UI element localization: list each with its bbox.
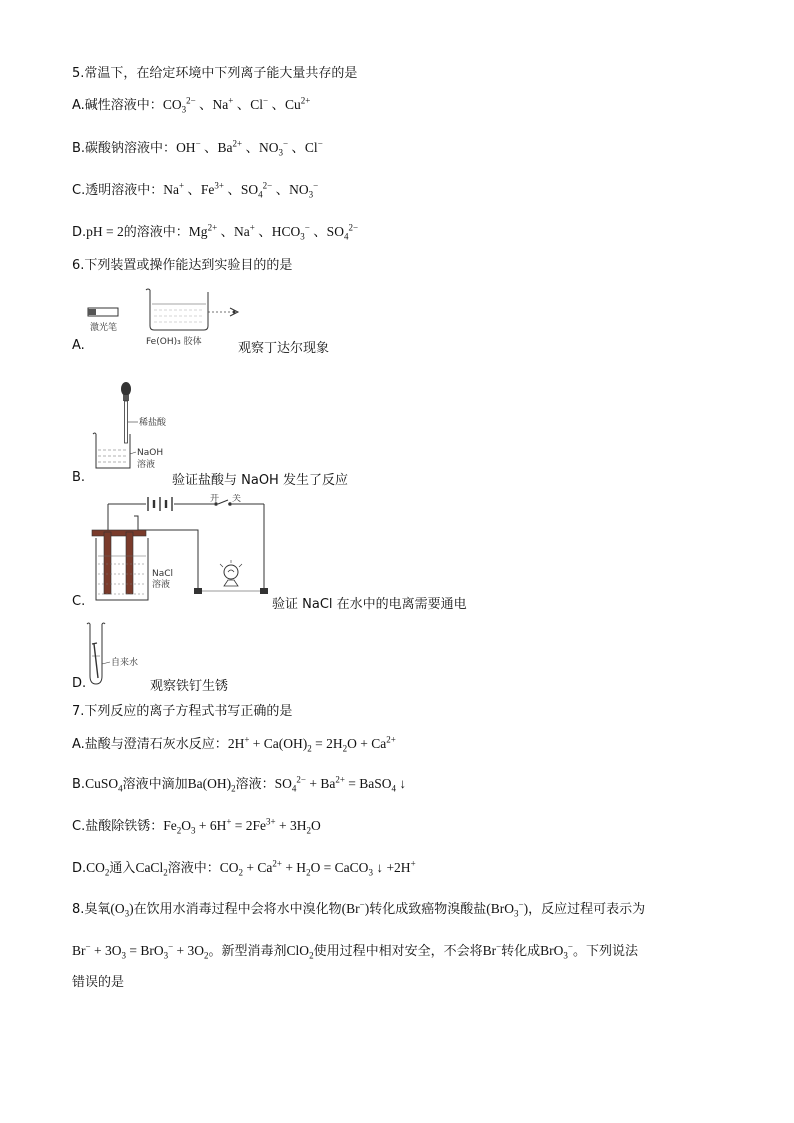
q8-line-1: 8.臭氧$(O_3)$在饮用水消毒过程中会将水中溴化物(Br−)转化成致癌物溴酸盐(BrO$_3$−)，反应过程可表示为	[72, 899, 646, 919]
q6-option-b-caption: 验证盐酸与 NaOH 发生了反应	[172, 473, 348, 488]
q6-option-a-caption: 观察丁达尔现象	[238, 341, 330, 356]
q7-option-b: B.CuSO$_4$溶液中滴加$Ba(OH)_2$溶液：$SO_4^{2-} + Ba^{2+}$ = BaSO$_4$ ↓	[72, 774, 407, 794]
acid-label: 稀盐酸	[139, 418, 167, 428]
figure-tyndall	[84, 286, 244, 348]
colloid-label: Fe(OH)₃ 胶体	[146, 337, 202, 347]
figure-rusting	[86, 620, 156, 686]
naoh-label: NaOH	[137, 448, 164, 458]
q6-option-b-letter: B.	[72, 470, 86, 485]
nacl-label-2: 溶液	[152, 580, 171, 590]
q6-option-a-letter: A.	[72, 338, 85, 353]
switch-label-2: 关	[232, 494, 242, 504]
naoh-label-2: 溶液	[137, 460, 156, 470]
q6-option-c-letter: C.	[72, 594, 86, 609]
q6-option-d-letter: D.	[72, 676, 87, 691]
q7-option-d: $D.CO_2$通入CaCl$_2$溶液中：$CO_2 + Ca^{2+} + H_2O$ = CaCO$_3$ ↓ +2H+	[72, 858, 416, 878]
q7-option-c: C.盐酸除铁锈：$Fe_2O_3 + 6H^+ = 2Fe^{3+} + 3H_2O$	[72, 816, 321, 836]
q5-option-d: D.pH = 2的溶液中：$Mg^{2+}$ 、Na+ 、$HCO_3^-$ 、$SO_4^{2-}$	[72, 222, 359, 242]
q6-option-c-caption: 验证 NaCl 在水中的电离需要通电	[272, 597, 467, 612]
q5-option-b: B.碳酸钠溶液中：OH− 、$Ba^{2+}$ 、$NO_3^-$ 、Cl−	[72, 138, 323, 158]
nacl-label: NaCl	[152, 569, 174, 579]
q7-option-a: A.盐酸与澄清石灰水反应：$2H^+ + Ca(OH)_2 = 2H_2O + Ca^{2+}$	[72, 734, 396, 754]
figure-acid-base	[86, 380, 176, 475]
q6-stem: 6.下列装置或操作能达到实验目的的是	[72, 258, 293, 273]
q8-line-3: 错误的是	[72, 975, 125, 990]
q5-option-a: A.碱性溶液中：$CO_3^{2-}$ 、Na+ 、Cl− 、$Cu^{2+}$	[72, 95, 311, 115]
q5-option-c: C.透明溶液中：Na+ 、$Fe^{3+}$ 、$SO_4^{2-}$ 、$NO_3^-$	[72, 180, 319, 200]
q7-stem: 7.下列反应的离子方程式书写正确的是	[72, 704, 293, 719]
q6-option-d-caption: 观察铁钉生锈	[150, 679, 229, 694]
tap-water-label: 自来水	[111, 658, 139, 668]
q8-line-2: $Br^- + 3O_3 = BrO_3^- + 3O_2$。新型消毒剂ClO$_2$使用过程中相对安全，不会将Br−转化成BrO$_3$−。下列说法	[72, 941, 639, 961]
figure-conductivity	[88, 494, 273, 606]
laser-pen-label: 激光笔	[90, 323, 118, 333]
switch-label-1: 开	[210, 494, 220, 504]
q5-stem: 5.常温下，在给定环境中下列离子能大量共存的是	[72, 66, 358, 81]
